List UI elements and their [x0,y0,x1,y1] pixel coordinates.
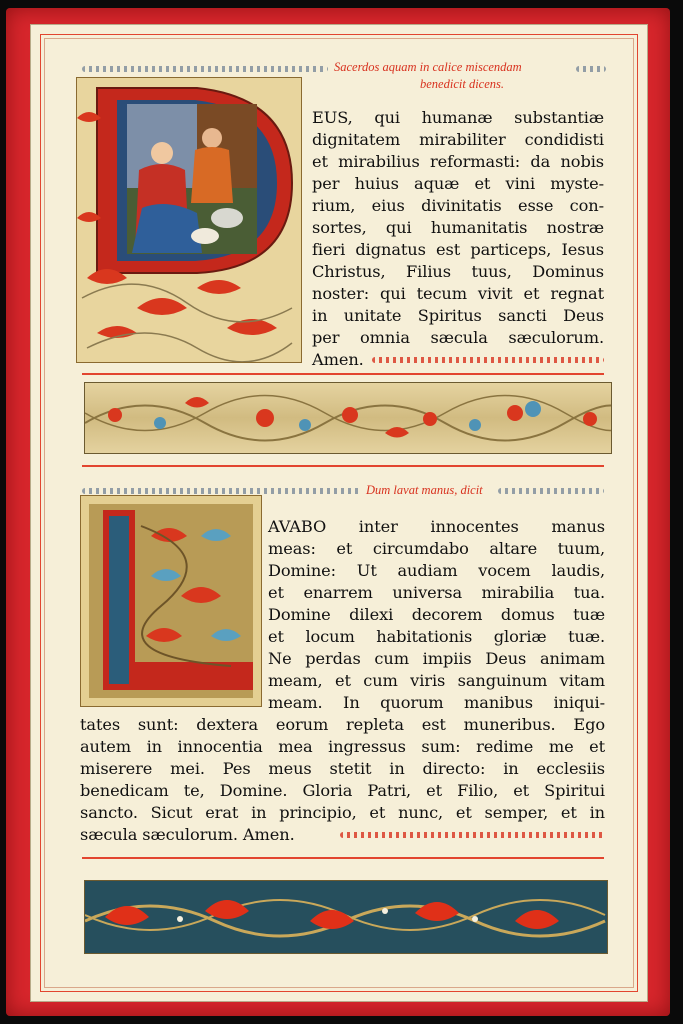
nativity-miniature-icon [77,78,301,362]
floral-scroll-icon [85,383,611,453]
text-line: EUS, qui humanæ substantiæ [312,108,604,127]
text-line: et enarrem universa mirabilia tua. [268,583,605,602]
text-line: per omnia sæcula sæculorum. [312,328,604,347]
text-line: fieri dignatus est particeps, Iesus [312,240,604,259]
vine-ornament-left [82,66,328,72]
text-line: rium, eius divinitatis esse con- [312,196,604,215]
rubric-line-2: benedicit dicens. [420,77,504,91]
vine-ornament-right [576,66,606,72]
gold-ornament-band [84,382,612,454]
text-line: per huius aquæ et vini myste- [312,174,604,193]
text-line: tates sunt: dextera eorum repleta est muneribus. Ego [80,715,605,734]
red-rule [82,373,604,375]
line-filler-ornament [340,832,605,838]
text-line: in unitate Spiritus sancti Deus [312,306,604,325]
text-line: sancto. Sicut erat in principio, et nunc, et semper, et in [80,803,605,822]
text-line: Domine dilexi decorem domus tuæ [268,605,605,624]
illuminated-initial-l [80,495,262,707]
text-line: benedicam te, Domine. Gloria Patri, et Filio, et Spiritui [80,781,605,800]
illuminated-initial-d [76,77,302,363]
rubric-dum-lavat: Dum lavat manus, dicit [366,483,483,497]
rubric-line-1: Sacerdos aquam in calice miscendam [334,60,522,74]
text-line: et mirabilius reformasti: da nobis [312,152,604,171]
vine-ornament-left [82,488,362,494]
text-line: Christus, Filius tuus, Dominus [312,262,604,281]
text-line: miserere mei. Pes meus stetit in directo: in ecclesiis [80,759,605,778]
text-line: noster: qui tecum vivit et regnat [312,284,604,303]
text-line: sortes, qui humanitatis nostræ [312,218,604,237]
text-line: AVABO inter innocentes manus [268,517,605,536]
line-filler-ornament [372,357,604,363]
red-rule [82,857,604,859]
text-line: et locum habitationis gloriæ tuæ. [268,627,605,646]
text-line: meas: et circumdabo altare tuum, [268,539,605,558]
vine-ornament-right [498,488,604,494]
teal-ornament-band [84,880,608,954]
text-line-amen: Amen. [312,350,364,369]
text-line: Domine: Ut audiam vocem laudis, [268,561,605,580]
text-line: meam, et cum viris sanguinum vitam [268,671,605,690]
red-rule [82,465,604,467]
text-line: Ne perdas cum impiis Deus animam [268,649,605,668]
text-line: meam. In quorum manibus iniqui- [268,693,605,712]
text-line: dignitatem mirabiliter condidisti [312,130,604,149]
red-vine-scroll-icon [85,881,607,953]
initial-l-icon [81,496,261,706]
text-line: autem in innocentia mea ingressus sum: redime me et [80,737,605,756]
text-line-amen: sæcula sæculorum. Amen. [80,825,295,844]
